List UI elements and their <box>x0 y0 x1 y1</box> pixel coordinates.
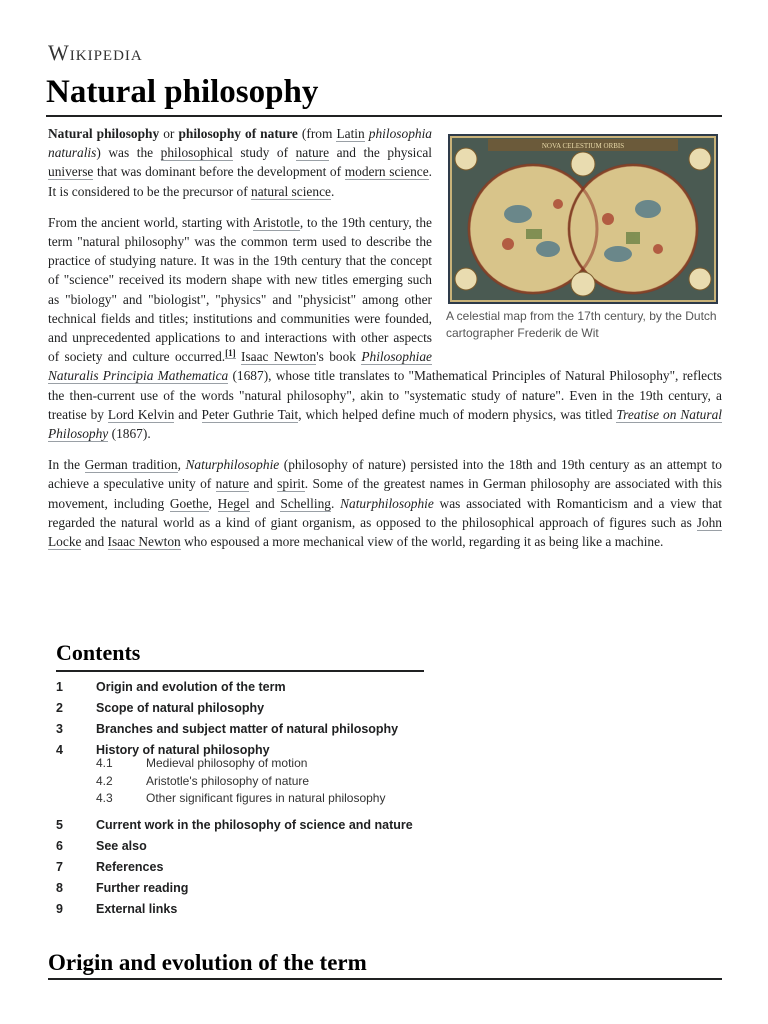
toc-item-5[interactable]: 5 Current work in the philosophy of science and nature <box>56 817 413 832</box>
wikipedia-logo[interactable]: Wikipedia <box>48 40 143 65</box>
link-natural-science[interactable]: natural science <box>251 183 331 199</box>
link-peter-guthrie-tait[interactable]: Peter Guthrie Tait <box>201 406 299 422</box>
link-treatise[interactable]: Treatise on Natural Philosophy <box>48 406 723 442</box>
link-isaac-newton-2[interactable]: Isaac Newton <box>107 534 181 550</box>
link-hegel[interactable]: Hegel <box>217 495 250 511</box>
link-goethe[interactable]: Goethe <box>169 495 209 511</box>
map-header-text: NOVA CELESTIUM ORBIS <box>541 142 625 150</box>
link-john-locke[interactable]: John Locke <box>48 514 722 550</box>
figure-caption: A celestial map from the 17th century, by the Dutch cartographer Frederik de Wit <box>446 309 717 340</box>
intro-paragraph: Natural philosophy or philosophy of nature (from Latin philosophia naturalis) was the philosophical study of nature and the physical universe that was dominant before the development of modern science. It is considered to be the precursor of natural science. <box>48 126 433 199</box>
toc-item-9[interactable]: 9 External links <box>56 901 178 916</box>
toc-item-6[interactable]: 6 See also <box>56 838 147 853</box>
german-tradition-paragraph: In the German tradition, Naturphilosophie (philosophy of nature) persisted into the 18th and 19th century as an attempt to achieve a speculative unity of nature and spirit. Some of the greatest names in German philosophy are associated with this movement, including Goethe, Hegel and Schelling. Naturphilosophie was associated with Romanticism and a view that regarded the natural world as a kind of giant organism, as opposed to the philosophical approach of figures such as John Locke and Isaac Newton who espoused a more mechanical view of the world, regarding it as being like a machine. <box>48 457 723 550</box>
link-spirit[interactable]: spirit <box>277 476 305 492</box>
citation-link[interactable]: [1] <box>225 347 236 358</box>
figure <box>446 134 722 342</box>
article-body <box>48 124 722 563</box>
toc-item-8[interactable]: 8 Further reading <box>56 880 189 895</box>
toc-item-2[interactable]: 2 Scope of natural philosophy <box>56 701 265 715</box>
toc-item-3[interactable]: 3 Branches and subject matter of natural philosophy <box>56 722 399 736</box>
toc-title: Contents <box>56 640 424 672</box>
link-isaac-newton[interactable]: Isaac Newton <box>240 349 317 365</box>
celestial-map-image[interactable] <box>448 134 718 304</box>
toc-item-7[interactable]: 7 References <box>56 859 164 874</box>
toc-subitem-4-3[interactable]: 4.3 Other significant figures in natural philosophy <box>96 791 386 805</box>
toc-subitem-4-2[interactable]: 4.2 Aristotle's philosophy of nature <box>96 773 310 788</box>
link-german-tradition[interactable]: German tradition <box>84 457 178 473</box>
link-aristotle[interactable]: Aristotle <box>252 214 300 230</box>
section-heading-origin: Origin and evolution of the term <box>48 950 722 980</box>
toc-list <box>56 680 436 923</box>
link-schelling[interactable]: Schelling <box>280 495 331 511</box>
link-philosophical[interactable]: philosophical <box>160 145 233 161</box>
link-latin[interactable]: Latin <box>336 126 365 141</box>
toc-item-4[interactable]: 4 History of natural philosophy <box>56 743 270 757</box>
link-principia[interactable]: Philosophiae Naturalis Principia Mathematica <box>48 349 432 384</box>
link-nature-2[interactable]: nature <box>215 476 250 492</box>
link-universe[interactable]: universe <box>48 164 94 180</box>
toc-subitems <box>56 757 436 810</box>
link-modern-science[interactable]: modern science <box>344 164 429 180</box>
history-paragraph: From the ancient world, starting with Aristotle, to the 19th century, the term "natural philosophy" was the common term used to describe the practice of studying nature. It was in the 19th century that the concept of "science" received its modern shape with new titles emerging such as "biology" and "biologist", "physics" and "physicist" among other technical fields and titles; institutions and communities were founded, and unprecedented applications to and interactions with other aspects of society and culture occurred.[1] Isaac Newton's book Philosophiae Naturalis Principia Mathematica (1687), whose title translates to "Mathematical Principles of Natural Philosophy", reflects the then-current use of the words "natural philosophy", akin to "systematic study of nature". Even in the 19th century, a treatise by Lord Kelvin and Peter Guthrie Tait, which helped define much of modern physics, was titled Treatise on Natural Philosophy (1867). <box>48 214 723 442</box>
link-lord-kelvin[interactable]: Lord Kelvin <box>107 406 175 422</box>
link-nature[interactable]: nature <box>295 145 330 161</box>
page-title: Natural philosophy <box>46 74 722 117</box>
toc-subitem-4-1[interactable]: 4.1 Medieval philosophy of motion <box>96 756 308 770</box>
toc-item-1[interactable]: 1 Origin and evolution of the term <box>56 680 286 694</box>
table-of-contents <box>56 640 436 923</box>
